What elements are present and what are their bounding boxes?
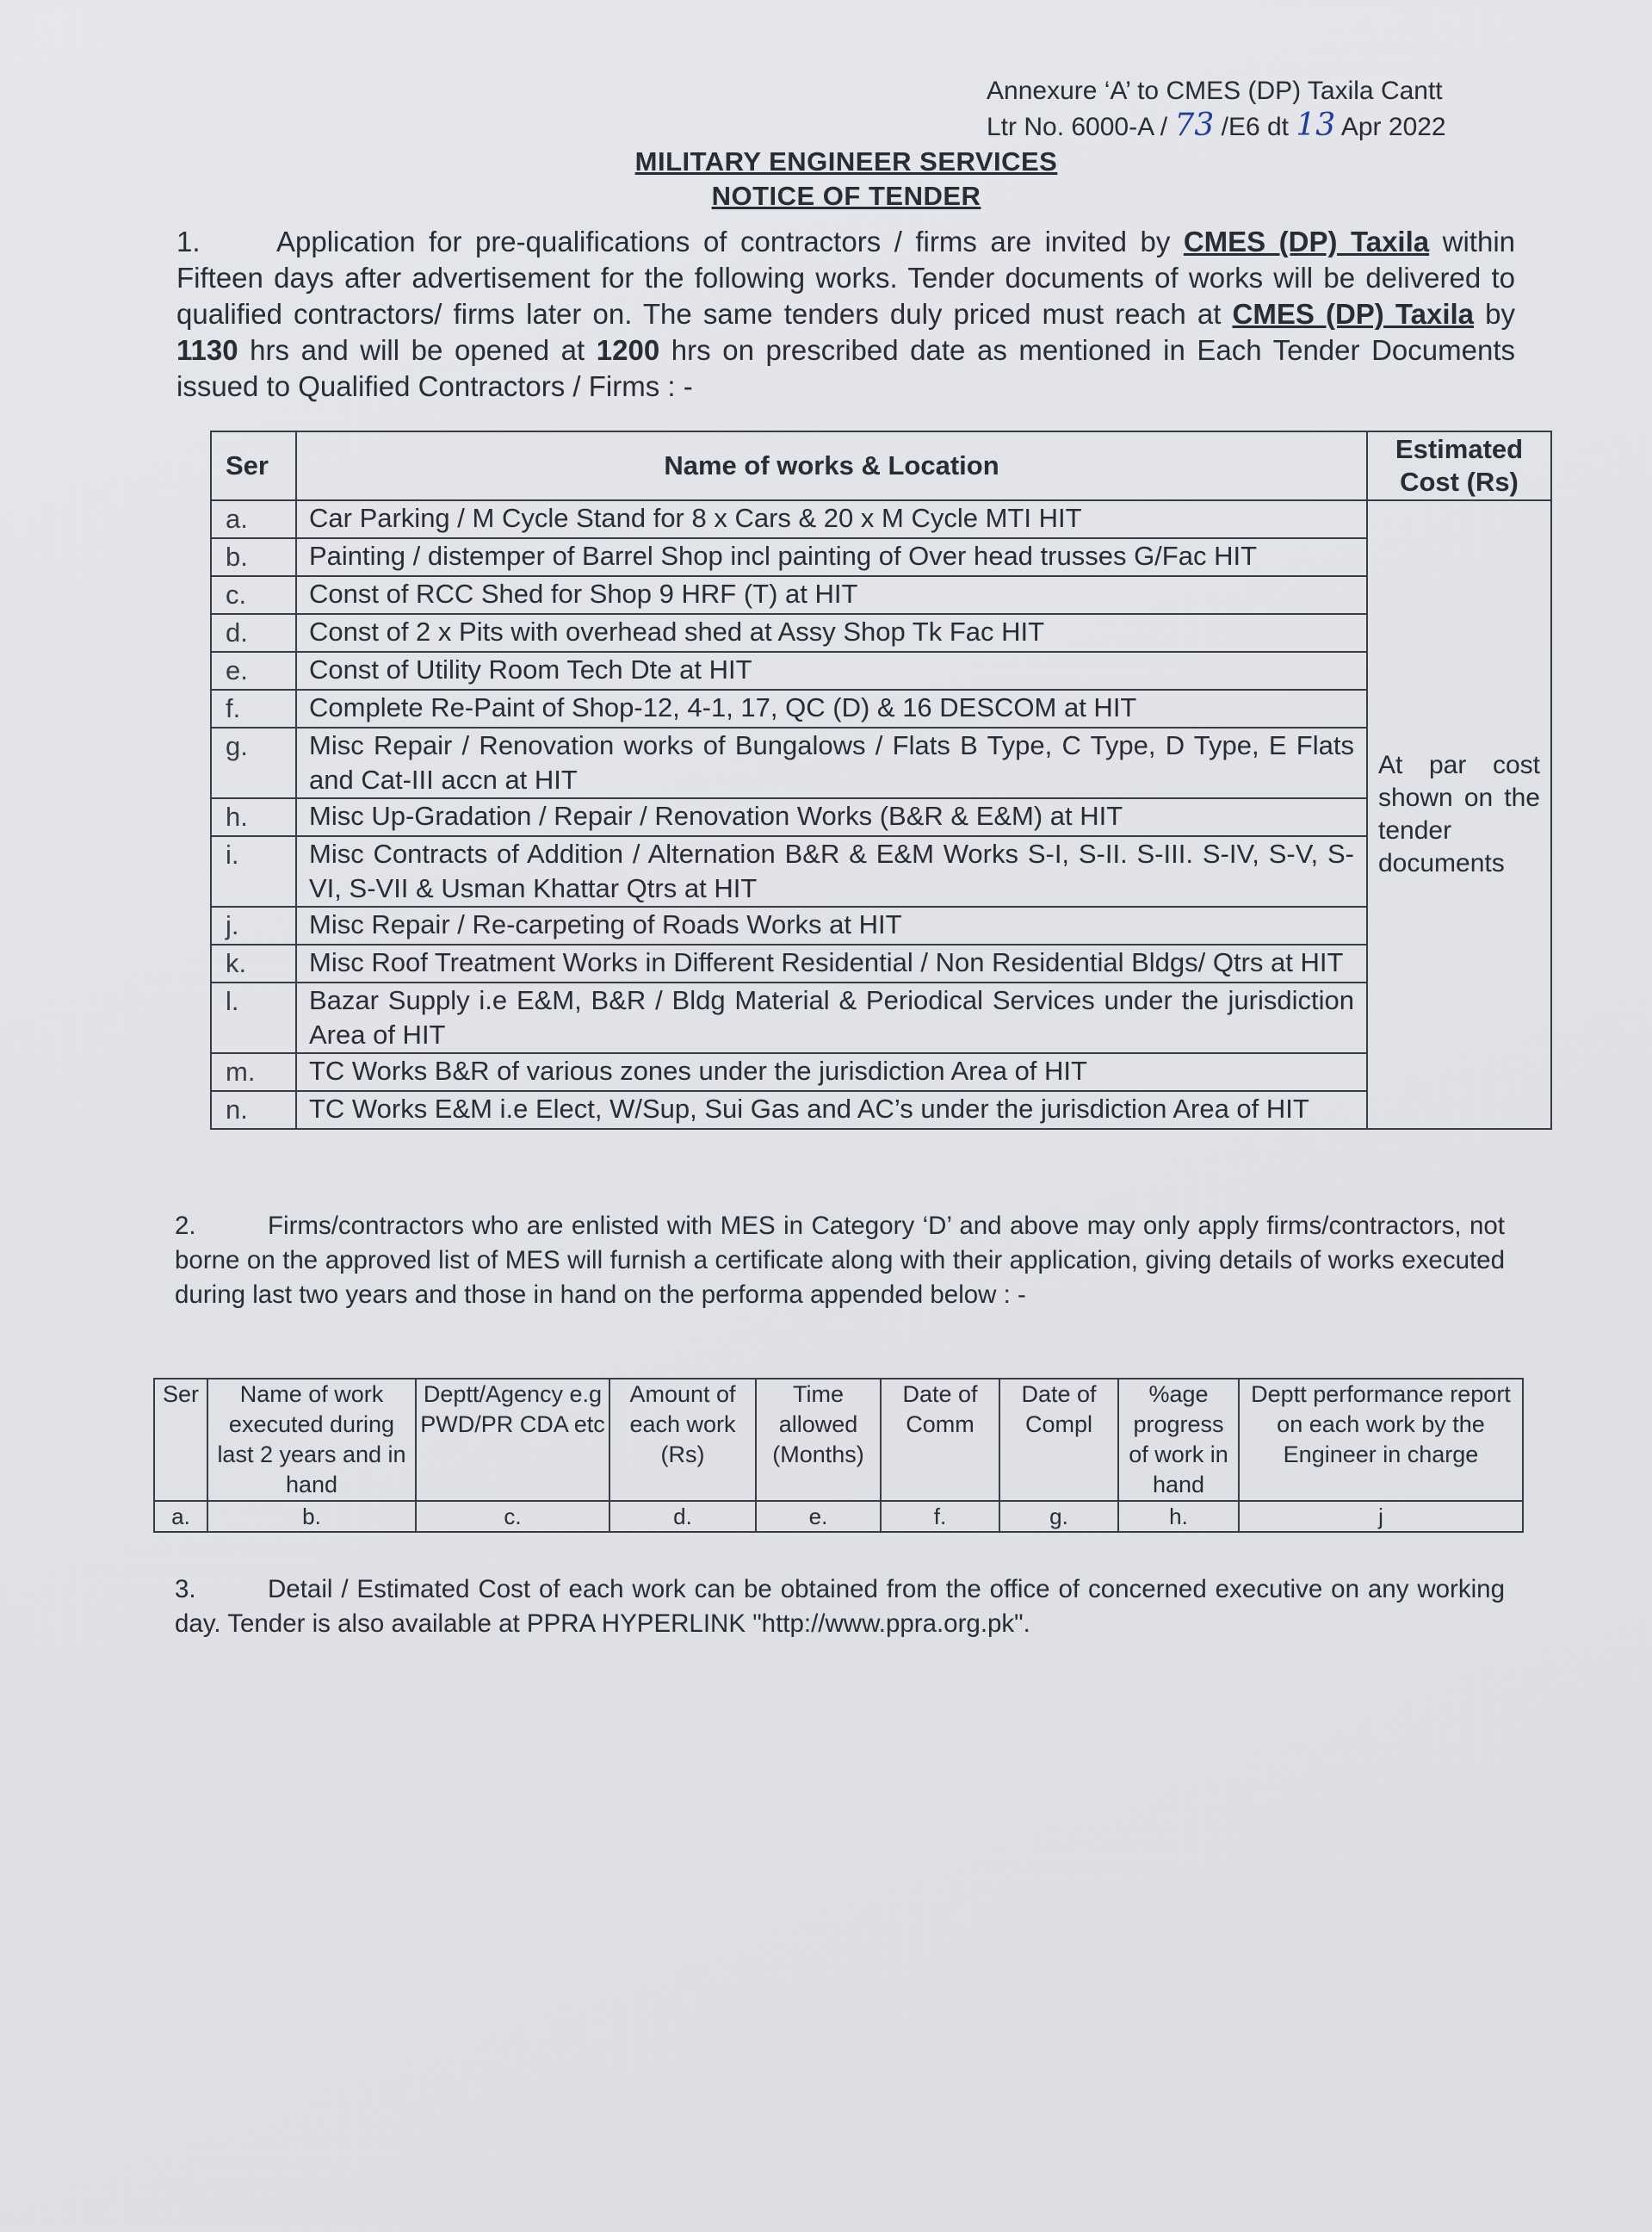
row-name: Misc Up-Gradation / Repair / Renovation Works (B&R & E&M) at HIT — [296, 798, 1367, 836]
paragraph-number: 2. — [175, 1212, 196, 1240]
notice-title: NOTICE OF TENDER — [711, 181, 981, 211]
row-ser: h. — [211, 798, 296, 836]
table-row — [211, 576, 1551, 614]
submission-time: 1130 — [176, 334, 238, 366]
performa-header-date-compl: Date of Compl — [999, 1379, 1118, 1501]
table-row — [211, 983, 1551, 1053]
performa-header-performance: Deptt performance report on each work by the Engineer in charge — [1239, 1379, 1523, 1501]
row-name: Painting / distemper of Barrel Shop incl painting of Over head trusses G/Fac HIT — [296, 538, 1367, 576]
row-name: TC Works B&R of various zones under the jurisdiction Area of HIT — [296, 1053, 1367, 1091]
table-row — [211, 690, 1551, 728]
performa-label: b. — [207, 1501, 416, 1532]
paragraph-number: 3. — [175, 1575, 196, 1603]
paragraph-text: Firms/contractors who are enlisted with MES in Category ‘D’ and above may only apply firms/contractors, not borne on the approved list of MES will furnish a certificate along with their application, giving details of works executed during last two years and those in hand on the performa appended below : - — [175, 1212, 1505, 1309]
table-row — [211, 614, 1551, 652]
performa-label: j — [1239, 1501, 1523, 1532]
row-ser: m. — [211, 1053, 296, 1091]
estimated-cost-note: At par cost shown on the tender documents — [1367, 500, 1551, 1129]
row-name: Misc Repair / Renovation works of Bungalows / Flats B Type, C Type, D Type, E Flats and Cat-III accn at HIT — [296, 728, 1367, 798]
table-row — [211, 907, 1551, 945]
paragraph-1 — [176, 224, 1515, 405]
paragraph-text: by — [1474, 298, 1515, 330]
table-row — [211, 945, 1551, 983]
annexure-line-1: Annexure ‘A’ to CMES (DP) Taxila Cantt — [987, 77, 1443, 105]
row-name: Bazar Supply i.e E&M, B&R / Bldg Material & Periodical Services under the jurisdiction Area of HIT — [296, 983, 1367, 1053]
row-ser: j. — [211, 907, 296, 945]
performa-label: d. — [609, 1501, 756, 1532]
row-name: Misc Roof Treatment Works in Different Residential / Non Residential Bldgs/ Qtrs at HIT — [296, 945, 1367, 983]
performa-header-work: Name of work executed during last 2 years and in hand — [207, 1379, 416, 1501]
performa-header-amount: Amount of each work (Rs) — [609, 1379, 756, 1501]
row-ser: i. — [211, 836, 296, 907]
table-row — [211, 652, 1551, 690]
paragraph-number: 1. — [176, 226, 201, 257]
handwritten-date: 13 — [1296, 108, 1336, 143]
table-row — [211, 538, 1551, 576]
paragraph-text: hrs and will be opened at — [238, 334, 597, 366]
performa-label: h. — [1118, 1501, 1239, 1532]
annexure-reference — [987, 74, 1446, 145]
row-ser: k. — [211, 945, 296, 983]
performa-label: c. — [416, 1501, 609, 1532]
row-ser: b. — [211, 538, 296, 576]
performa-header-progress: %age progress of work in hand — [1118, 1379, 1239, 1501]
letter-date-suffix: Apr 2022 — [1340, 113, 1446, 141]
table-row — [211, 1091, 1551, 1129]
header-cost: Estimated Cost (Rs) — [1367, 431, 1551, 500]
paragraph-2 — [175, 1209, 1505, 1312]
organization-heading: MILITARY ENGINEER SERVICES — [634, 146, 1058, 177]
row-ser: c. — [211, 576, 296, 614]
table-row — [211, 500, 1551, 538]
letter-number-mid: /E6 dt — [1221, 113, 1290, 141]
performa-label: e. — [756, 1501, 881, 1532]
row-name: Const of 2 x Pits with overhead shed at Assy Shop Tk Fac HIT — [296, 614, 1367, 652]
row-name: Const of Utility Room Tech Dte at HIT — [296, 652, 1367, 690]
paragraph-text: Application for pre-qualifications of contractors / firms are invited by — [276, 226, 1184, 257]
table-row — [211, 798, 1551, 836]
performa-label: a. — [154, 1501, 207, 1532]
office-name: CMES (DP) Taxila — [1183, 226, 1430, 257]
performa-header-date-comm: Date of Comm — [881, 1379, 999, 1501]
header-name: Name of works & Location — [296, 431, 1367, 500]
row-ser: f. — [211, 690, 296, 728]
performa-header-row — [154, 1379, 1523, 1501]
table-row — [211, 836, 1551, 907]
row-ser: d. — [211, 614, 296, 652]
office-name: CMES (DP) Taxila — [1232, 298, 1475, 330]
annexure-line-2 — [987, 108, 1446, 145]
row-ser: l. — [211, 983, 296, 1053]
row-name: TC Works E&M i.e Elect, W/Sup, Sui Gas and AC’s under the jurisdiction Area of HIT — [296, 1091, 1367, 1129]
row-ser: a. — [211, 500, 296, 538]
performa-header-time: Time allowed (Months) — [756, 1379, 881, 1501]
paragraph-text: hrs on prescribed date as mentioned in Each Tender Documents issued to Qualified Contractors / Firms : - — [176, 334, 1515, 402]
performa-table — [153, 1378, 1524, 1533]
row-ser: g. — [211, 728, 296, 798]
paragraph-3 — [175, 1572, 1505, 1641]
paragraph-text: within Fifteen days after advertisement for the following works. Tender documents of works will be delivered to qualified contractors/ firms later on. The same tenders duly priced must reach at — [176, 226, 1516, 330]
row-name: Complete Re-Paint of Shop-12, 4-1, 17, QC (D) & 16 DESCOM at HIT — [296, 690, 1367, 728]
works-table-header — [211, 431, 1551, 500]
header-ser: Ser — [211, 431, 296, 500]
performa-label: g. — [999, 1501, 1118, 1532]
row-ser: n. — [211, 1091, 296, 1129]
performa-label: f. — [881, 1501, 999, 1532]
opening-time: 1200 — [596, 334, 660, 366]
row-name: Misc Repair / Re-carpeting of Roads Works at HIT — [296, 907, 1367, 945]
works-table — [210, 431, 1552, 1130]
row-name: Misc Contracts of Addition / Alternation B&R & E&M Works S-I, S-II. S-III. S-IV, S-V, S-VI, S-VII & Usman Khattar Qtrs at HIT — [296, 836, 1367, 907]
performa-label-row — [154, 1501, 1523, 1532]
letter-number-prefix: Ltr No. 6000-A / — [987, 113, 1168, 141]
performa-header-agency: Deptt/Agency e.g PWD/PR CDA etc — [416, 1379, 609, 1501]
performa-header-ser: Ser — [154, 1379, 207, 1501]
paragraph-text: Detail / Estimated Cost of each work can be obtained from the office of concerned executive on any working day. Tender is also available at PPRA HYPERLINK "http://www.ppra.org.pk". — [175, 1575, 1505, 1638]
row-name: Car Parking / M Cycle Stand for 8 x Cars & 20 x M Cycle MTI HIT — [296, 500, 1367, 538]
table-row — [211, 728, 1551, 798]
table-row — [211, 1053, 1551, 1091]
handwritten-number: 73 — [1174, 108, 1215, 143]
row-name: Const of RCC Shed for Shop 9 HRF (T) at HIT — [296, 576, 1367, 614]
row-ser: e. — [211, 652, 296, 690]
